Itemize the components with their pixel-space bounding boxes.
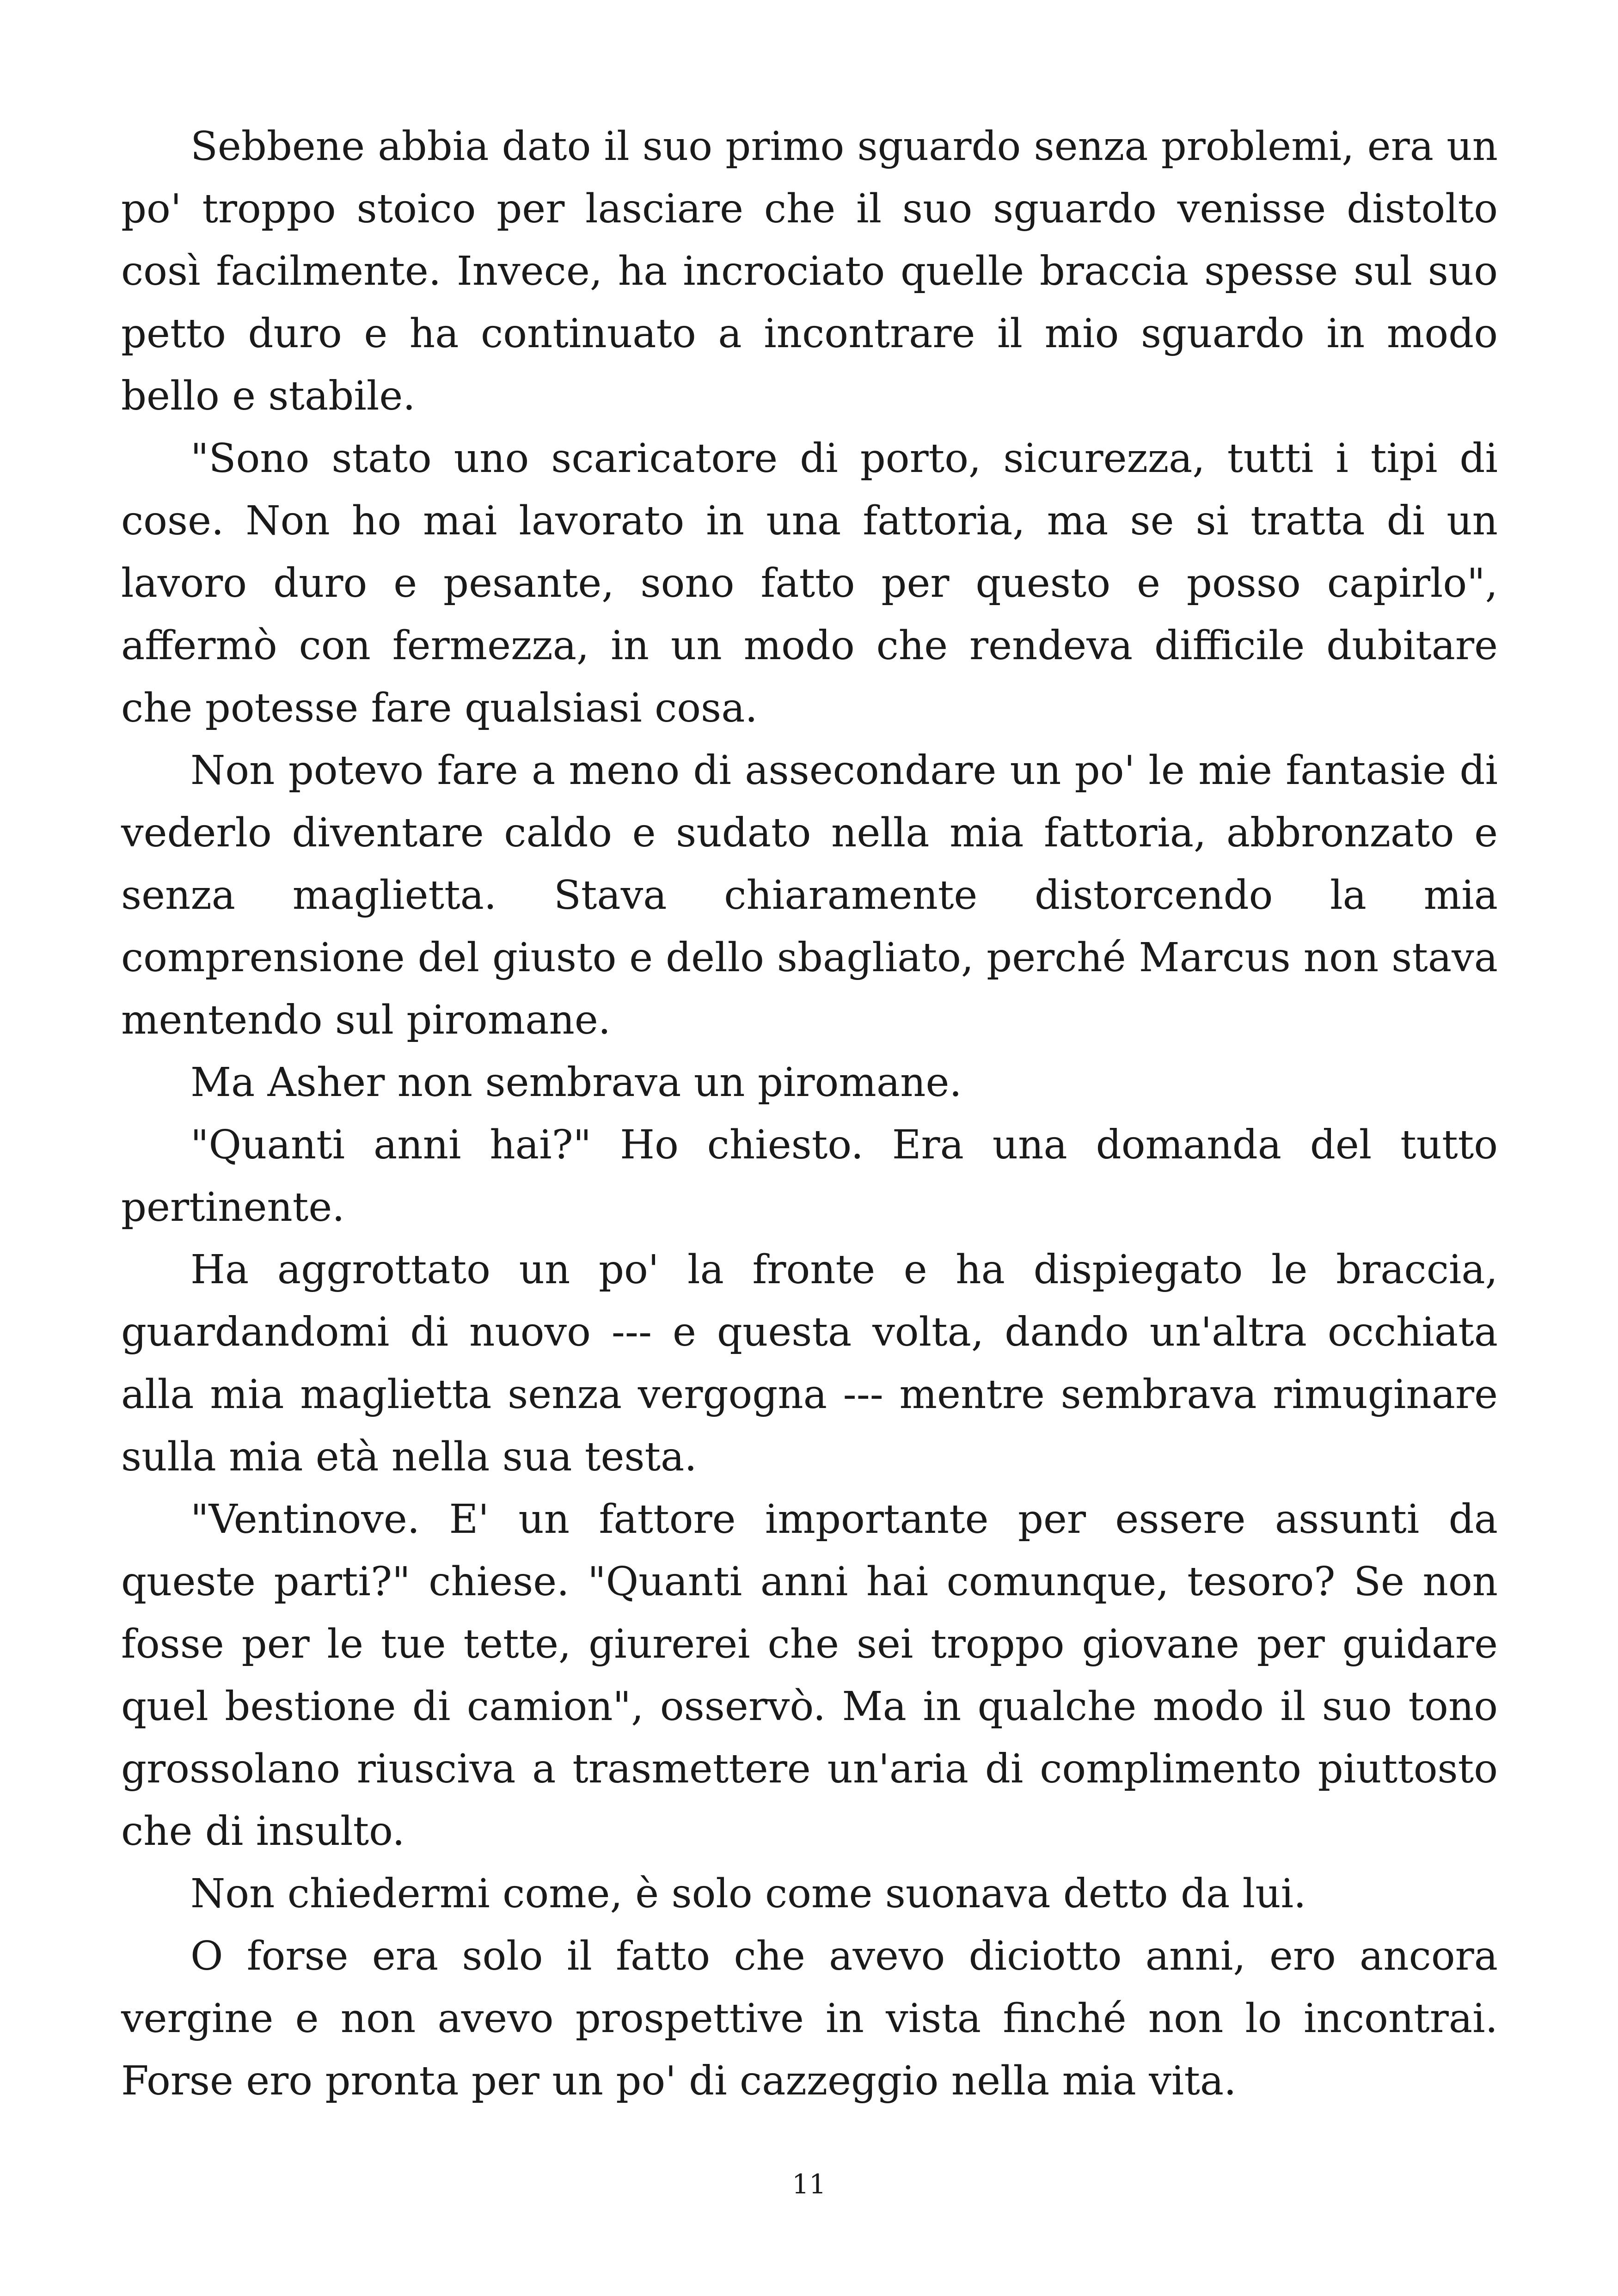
text-body [121,116,1498,2112]
paragraph: Ma Asher non sembrava un piromane. [190,1059,962,1106]
paragraph: O forse era solo il fatto che avevo diciotto anni, ero ancora vergine e non avevo prospettive in vista finché non lo incontrai. Forse ero pronta per un po' di cazzeggio nella mia vita. [121,1933,1498,2104]
paragraph: Ha aggrottato un po' la fronte e ha dispiegato le braccia, guardandomi di nuovo --- e questa volta, dando un'altra occhiata alla mia maglietta senza vergogna --- mentre sembrava rimuginare sulla mia età nella sua testa. [121,1247,1498,1480]
paragraph: Sebbene abbia dato il suo primo sguardo senza problemi, era un po' troppo stoico per lasciare che il suo sguardo venisse distolto così facilmente. Invece, ha incrociato quelle braccia spesse sul suo petto duro e ha continuato a incontrare il mio sguardo in modo bello e stabile. [121,123,1498,419]
page-number: 11 [792,2168,826,2200]
paragraph: "Ventinove. E' un fattore importante per essere assunti da queste parti?" chiese. "Quanti anni hai comunque, tesoro? Se non fosse per le tue tette, giurerei che sei troppo giovane per guidare quel bestione di camion", osservò. Ma in qualche modo il suo tono grossolano riusciva a trasmettere un'aria di complimento piuttosto che di insulto. [121,1496,1498,1855]
paragraph: Non chiedermi come, è solo come suonava detto da lui. [190,1871,1306,1917]
paragraph: Non potevo fare a meno di assecondare un po' le mie fantasie di vederlo diventare caldo e sudato nella mia fattoria, abbronzato e senza maglietta. Stava chiaramente distorcendo la mia comprensione del giusto e dello sbagliato, perché Marcus non stava mentendo sul piromane. [121,747,1498,1043]
paragraph: "Sono stato uno scaricatore di porto, sicurezza, tutti i tipi di cose. Non ho mai lavorato in una fattoria, ma se si tratta di un lavoro duro e pesante, sono fatto per questo e posso capirlo", affermò con fermezza, in un modo che rendeva difficile dubitare che potesse fare qualsiasi cosa. [121,435,1498,731]
paragraph: "Quanti anni hai?" Ho chiesto. Era una domanda del tutto pertinente. [121,1122,1498,1231]
